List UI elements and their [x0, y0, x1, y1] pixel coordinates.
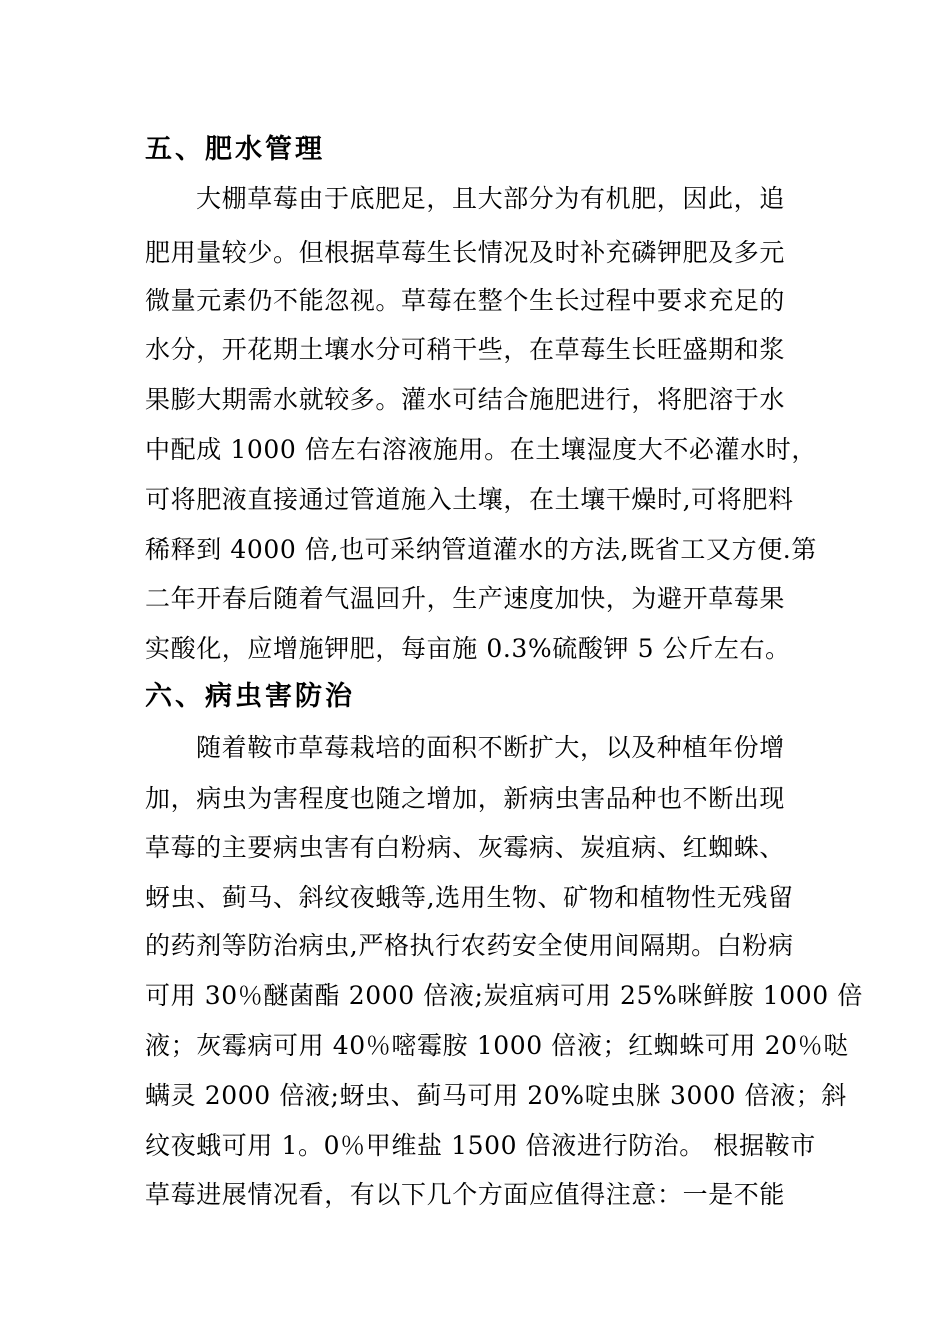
section-heading-fertilizer-water: 五、肥水管理: [145, 134, 325, 165]
paragraph-line: 肥用量较少。但根据草莓生长情况及时补充磷钾肥及多元: [145, 238, 786, 267]
paragraph-line: 纹夜蛾可用 1。0％甲维盐 1500 倍液进行防治。 根据鞍市: [145, 1131, 816, 1160]
paragraph-line: 可用 30％醚菌酯 2000 倍液;炭疽病可用 25%咪鲜胺 1000 倍: [145, 981, 863, 1010]
paragraph-line: 水分，开花期土壤水分可稍干些，在草莓生长旺盛期和浆: [145, 335, 786, 364]
paragraph-line: 实酸化，应增施钾肥，每亩施 0.3%硫酸钾 5 公斤左右。: [145, 634, 791, 663]
paragraph-line: 的药剂等防治病虫,严格执行农药安全使用间隔期。白粉病: [145, 931, 794, 960]
paragraph-line: 果膨大期需水就较多。灌水可结合施肥进行，将肥溶于水: [145, 385, 786, 414]
paragraph-line: 二年开春后随着气温回升，生产速度加快，为避开草莓果: [145, 584, 786, 613]
paragraph-line: 加，病虫为害程度也随之增加，新病虫害品种也不断出现: [145, 784, 786, 813]
paragraph-line: 大棚草莓由于底肥足，且大部分为有机肥，因此，追: [196, 184, 785, 213]
paragraph-line: 螨灵 2000 倍液;蚜虫、蓟马可用 20%啶虫脒 3000 倍液；斜: [145, 1081, 847, 1110]
paragraph-line: 微量元素仍不能忽视。草莓在整个生长过程中要求充足的: [145, 286, 786, 315]
section-heading-pest-control: 六、病虫害防治: [145, 681, 355, 712]
paragraph-line: 稀释到 4000 倍,也可采纳管道灌水的方法,既省工又方便.第: [145, 535, 817, 564]
paragraph-line: 草莓进展情况看，有以下几个方面应值得注意：一是不能: [145, 1180, 786, 1209]
paragraph-line: 草莓的主要病虫害有白粉病、灰霉病、炭疽病、红蜘蛛、: [145, 833, 786, 862]
paragraph-line: 液；灰霉病可用 40％嘧霉胺 1000 倍液；红蜘蛛可用 20％哒: [145, 1031, 849, 1060]
paragraph-line: 蚜虫、蓟马、斜纹夜蛾等,选用生物、矿物和植物性无残留: [145, 883, 794, 912]
paragraph-line: 随着鞍市草莓栽培的面积不断扩大，以及种植年份增: [196, 733, 785, 762]
paragraph-line: 可将肥液直接通过管道施入土壤，在土壤干燥时,可将肥料: [145, 485, 794, 514]
paragraph-line: 中配成 1000 倍左右溶液施用。在土壤湿度大不必灌水时，: [145, 435, 817, 464]
